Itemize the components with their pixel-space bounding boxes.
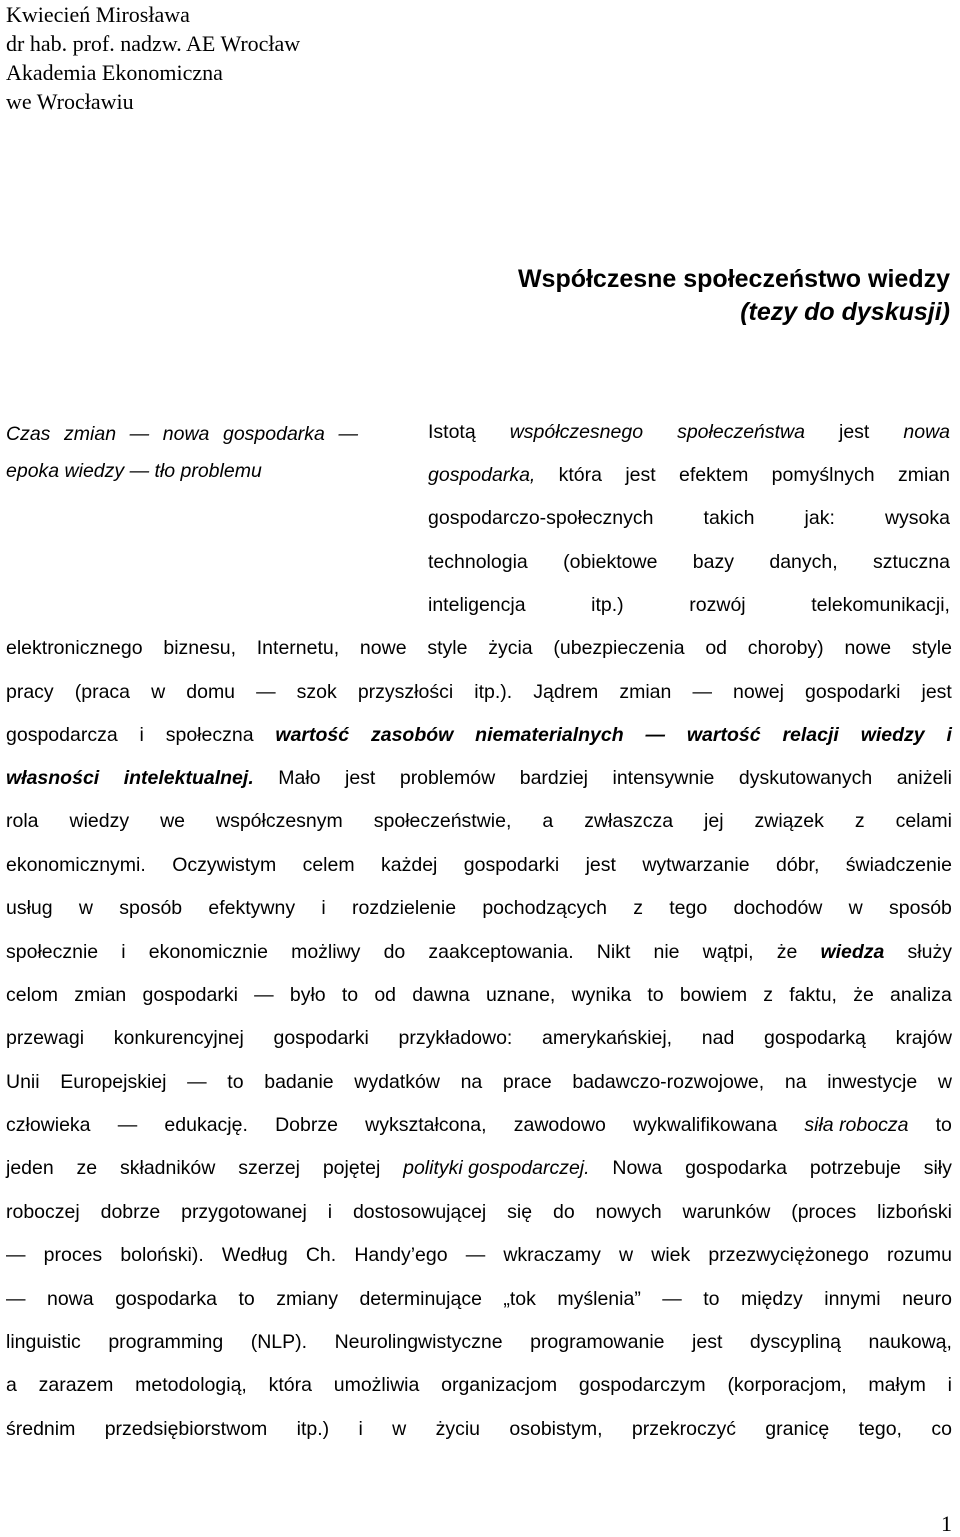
word: — bbox=[465, 1244, 486, 1266]
word: wydatków bbox=[354, 1071, 440, 1093]
word: gospodarczym bbox=[578, 1374, 706, 1396]
word: rozumu bbox=[886, 1244, 952, 1266]
word: Mało bbox=[278, 767, 321, 789]
word: Jądrem bbox=[533, 681, 599, 703]
word: średnim bbox=[6, 1418, 76, 1440]
text-line bbox=[6, 1023, 952, 1053]
word: jest bbox=[585, 854, 616, 876]
word: problemów bbox=[399, 767, 496, 789]
text-line bbox=[428, 503, 950, 533]
word: gospodarczo-społecznych bbox=[428, 507, 654, 529]
word: efektem bbox=[678, 464, 749, 486]
page-subtitle: (tezy do dyskusji) bbox=[740, 298, 950, 326]
word: relacji bbox=[782, 724, 839, 746]
word: jest bbox=[839, 421, 870, 443]
word: pomyślnych bbox=[771, 464, 875, 486]
word: organizacjom bbox=[441, 1374, 558, 1396]
word: społeczeństwa bbox=[677, 421, 805, 443]
word: — bbox=[117, 1114, 138, 1136]
word: się bbox=[507, 1201, 533, 1223]
word: intensywnie bbox=[612, 767, 715, 789]
word: że bbox=[853, 984, 874, 1006]
word: i bbox=[946, 724, 952, 746]
word: edukację. bbox=[164, 1114, 248, 1136]
word: zwłaszcza bbox=[584, 810, 674, 832]
word: w bbox=[78, 897, 93, 919]
word: dóbr, bbox=[776, 854, 820, 876]
word: do bbox=[552, 1201, 575, 1223]
word: przewagi bbox=[6, 1027, 85, 1049]
word: gospodarki bbox=[273, 1027, 369, 1049]
word: związek bbox=[754, 810, 824, 832]
word: to bbox=[935, 1114, 952, 1136]
word: własności bbox=[6, 767, 100, 789]
word: zmian bbox=[619, 681, 672, 703]
word: i bbox=[121, 941, 126, 963]
word: przekroczyć bbox=[631, 1418, 736, 1440]
word: „tok bbox=[503, 1288, 536, 1310]
word: jest bbox=[692, 1331, 723, 1353]
word: było bbox=[289, 984, 326, 1006]
word: telekomunikacji, bbox=[811, 594, 950, 616]
word: umożliwia bbox=[333, 1374, 420, 1396]
word: że bbox=[776, 941, 798, 963]
word: ekonomicznie bbox=[148, 941, 268, 963]
word: życia bbox=[488, 637, 533, 659]
word: — bbox=[256, 681, 276, 703]
word: rozdzielenie bbox=[351, 897, 457, 919]
text-line bbox=[428, 417, 950, 447]
text-line bbox=[6, 1153, 952, 1183]
author-name: Kwiecień Mirosława bbox=[6, 2, 190, 27]
word: sztuczna bbox=[873, 551, 950, 573]
side-note: Czas zmian — nowa gospodarka — epoka wiedzy — tło problemu bbox=[6, 423, 358, 482]
word: celami bbox=[895, 810, 952, 832]
text-line bbox=[6, 1327, 952, 1357]
word: wykwalifikowana bbox=[633, 1114, 778, 1136]
word: uznane, bbox=[485, 984, 556, 1006]
word: bazy bbox=[692, 551, 734, 573]
word: małym bbox=[868, 1374, 926, 1396]
word: która bbox=[268, 1374, 312, 1396]
word: technologia bbox=[428, 551, 528, 573]
word: przyszłości bbox=[357, 681, 454, 703]
word: Europejskiej bbox=[60, 1071, 167, 1093]
word: badawczo-rozwojowe, bbox=[572, 1071, 765, 1093]
word: zmian bbox=[74, 984, 127, 1006]
word: to bbox=[341, 984, 359, 1006]
word: Nikt bbox=[596, 941, 631, 963]
word: i bbox=[327, 1201, 333, 1223]
word: — bbox=[254, 984, 274, 1006]
word: jest bbox=[625, 464, 656, 486]
word: dochodów bbox=[733, 897, 823, 919]
word: gospodarką bbox=[763, 1027, 866, 1049]
word: linguistic bbox=[6, 1331, 81, 1353]
word: społecznie bbox=[6, 941, 99, 963]
word: współczesnego bbox=[509, 421, 644, 443]
word: itp.) bbox=[591, 594, 624, 616]
word: możliwy bbox=[291, 941, 361, 963]
word: niematerialnych bbox=[475, 724, 624, 746]
word: choroby) bbox=[747, 637, 824, 659]
word: w bbox=[937, 1071, 952, 1093]
author-city: we Wrocławiu bbox=[6, 89, 134, 114]
word: pracy bbox=[6, 681, 54, 703]
word: siły bbox=[923, 1157, 952, 1179]
text-line bbox=[6, 1067, 952, 1097]
word: faktu, bbox=[789, 984, 837, 1006]
word: elektronicznego bbox=[6, 637, 143, 659]
word: bardziej bbox=[519, 767, 589, 789]
word: lizboński bbox=[877, 1201, 952, 1223]
word: od bbox=[374, 984, 397, 1006]
word: od bbox=[705, 637, 728, 659]
word: składników bbox=[119, 1157, 216, 1179]
word: jest bbox=[345, 767, 376, 789]
word: każdej bbox=[381, 854, 438, 876]
word: świadczenie bbox=[845, 854, 952, 876]
word: wiedza bbox=[820, 941, 885, 963]
word: przykładowo: bbox=[398, 1027, 513, 1049]
word: — bbox=[645, 724, 666, 746]
text-line bbox=[6, 720, 952, 750]
word: służy bbox=[907, 941, 952, 963]
text-line bbox=[6, 893, 952, 923]
word: krajów bbox=[895, 1027, 952, 1049]
page-title: Współczesne społeczeństwo wiedzy bbox=[517, 265, 950, 293]
text-line bbox=[6, 806, 952, 836]
word: to bbox=[647, 984, 664, 1006]
word: rola bbox=[6, 810, 39, 832]
word: nowych bbox=[595, 1201, 662, 1223]
word: co bbox=[931, 1418, 952, 1440]
word: programming bbox=[108, 1331, 224, 1353]
word: gospodarka bbox=[685, 1157, 787, 1179]
text-line bbox=[6, 763, 952, 793]
word: wartość bbox=[275, 724, 350, 746]
word: naukową, bbox=[868, 1331, 952, 1353]
text-line bbox=[6, 1284, 952, 1314]
word: dyskutowanych bbox=[738, 767, 873, 789]
word: do bbox=[383, 941, 406, 963]
word: takich bbox=[703, 507, 755, 529]
word: człowieka bbox=[6, 1114, 91, 1136]
word: jak: bbox=[804, 507, 835, 529]
word: itp.). bbox=[474, 681, 513, 703]
author-title: dr hab. prof. nadzw. AE Wrocław bbox=[6, 31, 301, 56]
word: gospodarka, bbox=[428, 464, 536, 486]
word: — bbox=[187, 1071, 207, 1093]
word: przygotowanej bbox=[181, 1201, 307, 1223]
word: nowa bbox=[46, 1288, 94, 1310]
word: to bbox=[227, 1071, 244, 1093]
word: Ch. bbox=[305, 1244, 337, 1266]
word: zmiany bbox=[276, 1288, 338, 1310]
text-line bbox=[6, 980, 952, 1010]
word: w bbox=[392, 1418, 407, 1440]
word: współczesnym bbox=[215, 810, 343, 832]
word: to bbox=[703, 1288, 720, 1310]
word: itp.) bbox=[296, 1418, 330, 1440]
word: — bbox=[6, 1244, 26, 1266]
word: zaakceptowania. bbox=[428, 941, 574, 963]
word: intelektualnej. bbox=[123, 767, 254, 789]
word: konkurencyjnej bbox=[113, 1027, 244, 1049]
word: siła robocza bbox=[804, 1114, 909, 1136]
word: dostosowującej bbox=[352, 1201, 487, 1223]
text-line bbox=[6, 1240, 952, 1270]
word: zarazem bbox=[38, 1374, 114, 1396]
word: i bbox=[947, 1374, 952, 1396]
word: Unii bbox=[6, 1071, 40, 1093]
word: przezwyciężonego bbox=[708, 1244, 869, 1266]
word: życiu bbox=[435, 1418, 481, 1440]
word: pochodzących bbox=[482, 897, 607, 919]
word: wartość bbox=[686, 724, 761, 746]
word: Według bbox=[221, 1244, 288, 1266]
word: biznesu, bbox=[163, 637, 236, 659]
word: neuro bbox=[902, 1288, 952, 1310]
word: wiek bbox=[651, 1244, 691, 1266]
word: efektywny bbox=[208, 897, 296, 919]
word: inwestycje bbox=[827, 1071, 918, 1093]
word: która bbox=[558, 464, 602, 486]
word: z bbox=[633, 897, 643, 919]
word: nowej bbox=[733, 681, 784, 703]
word: — bbox=[6, 1288, 26, 1310]
word: wiedzy bbox=[860, 724, 925, 746]
word: badanie bbox=[264, 1071, 334, 1093]
word: sposób bbox=[889, 897, 952, 919]
word: dyscypliną bbox=[749, 1331, 841, 1353]
word: potrzebuje bbox=[809, 1157, 901, 1179]
word: osobistym, bbox=[509, 1418, 603, 1440]
word: boloński). bbox=[120, 1244, 204, 1266]
word: polityki gospodarczej. bbox=[403, 1157, 590, 1179]
word: wiedzy bbox=[69, 810, 130, 832]
word: determinujące bbox=[359, 1288, 482, 1310]
author-block bbox=[6, 0, 300, 116]
word: w bbox=[848, 897, 863, 919]
word: style bbox=[427, 637, 468, 659]
word: celom bbox=[6, 984, 59, 1006]
word: zmian bbox=[897, 464, 950, 486]
word: Dobrze bbox=[275, 1114, 338, 1136]
word: (ubezpieczenia bbox=[553, 637, 685, 659]
text-line bbox=[6, 1414, 952, 1444]
word: pojętej bbox=[322, 1157, 381, 1179]
word: nowa bbox=[903, 421, 950, 443]
word: inteligencja bbox=[428, 594, 526, 616]
word: usług bbox=[6, 897, 53, 919]
word: szok bbox=[296, 681, 337, 703]
word: danych, bbox=[769, 551, 838, 573]
word: gospodarki bbox=[463, 854, 560, 876]
word: na bbox=[460, 1071, 483, 1093]
word: — bbox=[662, 1288, 682, 1310]
word: dawna bbox=[412, 984, 470, 1006]
word: proces bbox=[43, 1244, 103, 1266]
word: wkraczamy bbox=[503, 1244, 601, 1266]
text-line bbox=[6, 1197, 952, 1227]
word: ekonomicznymi. bbox=[6, 854, 146, 876]
text-line bbox=[6, 633, 952, 663]
text-line bbox=[6, 677, 952, 707]
word: (praca bbox=[74, 681, 131, 703]
word: tego bbox=[669, 897, 708, 919]
word: celem bbox=[302, 854, 355, 876]
word: prace bbox=[502, 1071, 552, 1093]
word: gospodarki bbox=[142, 984, 238, 1006]
word: z bbox=[854, 810, 865, 832]
word: gospodarka bbox=[115, 1288, 217, 1310]
text-line bbox=[6, 1110, 952, 1140]
word: Internetu, bbox=[256, 637, 340, 659]
word: aniżeli bbox=[896, 767, 952, 789]
word: wytwarzanie bbox=[642, 854, 750, 876]
word: Istotą bbox=[428, 421, 476, 443]
word: (obiektowe bbox=[563, 551, 658, 573]
word: analiza bbox=[890, 984, 952, 1006]
word: roboczej bbox=[6, 1201, 80, 1223]
word: (NLP). bbox=[250, 1331, 308, 1353]
word: w bbox=[151, 681, 166, 703]
word: zasobów bbox=[370, 724, 454, 746]
word: na bbox=[784, 1071, 807, 1093]
heading-block bbox=[350, 263, 950, 329]
text-line bbox=[6, 1370, 952, 1400]
word: tego, bbox=[858, 1418, 902, 1440]
word: a bbox=[542, 810, 554, 832]
author-institution: Akademia Ekonomiczna bbox=[6, 60, 223, 85]
word: warunków bbox=[682, 1201, 771, 1223]
word: zawodowo bbox=[513, 1114, 606, 1136]
word: i bbox=[358, 1418, 363, 1440]
word: społeczna bbox=[165, 724, 254, 746]
word: rozwój bbox=[689, 594, 746, 616]
word: to bbox=[238, 1288, 255, 1310]
word: z bbox=[763, 984, 774, 1006]
word: dobrze bbox=[100, 1201, 161, 1223]
word: między bbox=[740, 1288, 803, 1310]
word: wykształcona, bbox=[365, 1114, 487, 1136]
word: szerzej bbox=[238, 1157, 300, 1179]
word: społeczeństwie, bbox=[373, 810, 512, 832]
text-line bbox=[6, 937, 952, 967]
word: domu bbox=[186, 681, 236, 703]
word: nie bbox=[653, 941, 680, 963]
word: nowe bbox=[359, 637, 407, 659]
word: w bbox=[619, 1244, 634, 1266]
word: programowanie bbox=[530, 1331, 665, 1353]
text-line bbox=[6, 850, 952, 880]
word: ze bbox=[76, 1157, 98, 1179]
word: nad bbox=[701, 1027, 735, 1049]
word: jeden bbox=[6, 1157, 54, 1179]
word: wynika bbox=[571, 984, 632, 1006]
word: amerykańskiej, bbox=[542, 1027, 673, 1049]
word: przedsiębiorstwom bbox=[104, 1418, 268, 1440]
word: (korporacjom, bbox=[727, 1374, 847, 1396]
text-line bbox=[428, 460, 950, 490]
word: myślenia” bbox=[557, 1288, 641, 1310]
word: nowe bbox=[844, 637, 892, 659]
word: Nowa bbox=[612, 1157, 663, 1179]
word: innymi bbox=[824, 1288, 881, 1310]
word: — bbox=[692, 681, 712, 703]
page-number: 1 bbox=[941, 1511, 952, 1536]
word: metodologią, bbox=[135, 1374, 247, 1396]
text-line bbox=[428, 590, 950, 620]
word: wątpi, bbox=[702, 941, 754, 963]
word: jej bbox=[704, 810, 724, 832]
word: gospodarcza bbox=[6, 724, 118, 746]
word: Neurolingwistyczne bbox=[334, 1331, 503, 1353]
word: we bbox=[160, 810, 186, 832]
word: i bbox=[139, 724, 144, 746]
word: Oczywistym bbox=[172, 854, 277, 876]
word: sposób bbox=[119, 897, 183, 919]
word: wysoka bbox=[884, 507, 950, 529]
word: (proces bbox=[791, 1201, 857, 1223]
word: Handy’ego bbox=[354, 1244, 448, 1266]
word: jest bbox=[921, 681, 952, 703]
word: gospodarki bbox=[805, 681, 901, 703]
word: a bbox=[6, 1374, 17, 1396]
word: bowiem bbox=[679, 984, 748, 1006]
word: i bbox=[321, 897, 326, 919]
text-line bbox=[428, 547, 950, 577]
word: style bbox=[911, 637, 952, 659]
word: granicę bbox=[765, 1418, 830, 1440]
